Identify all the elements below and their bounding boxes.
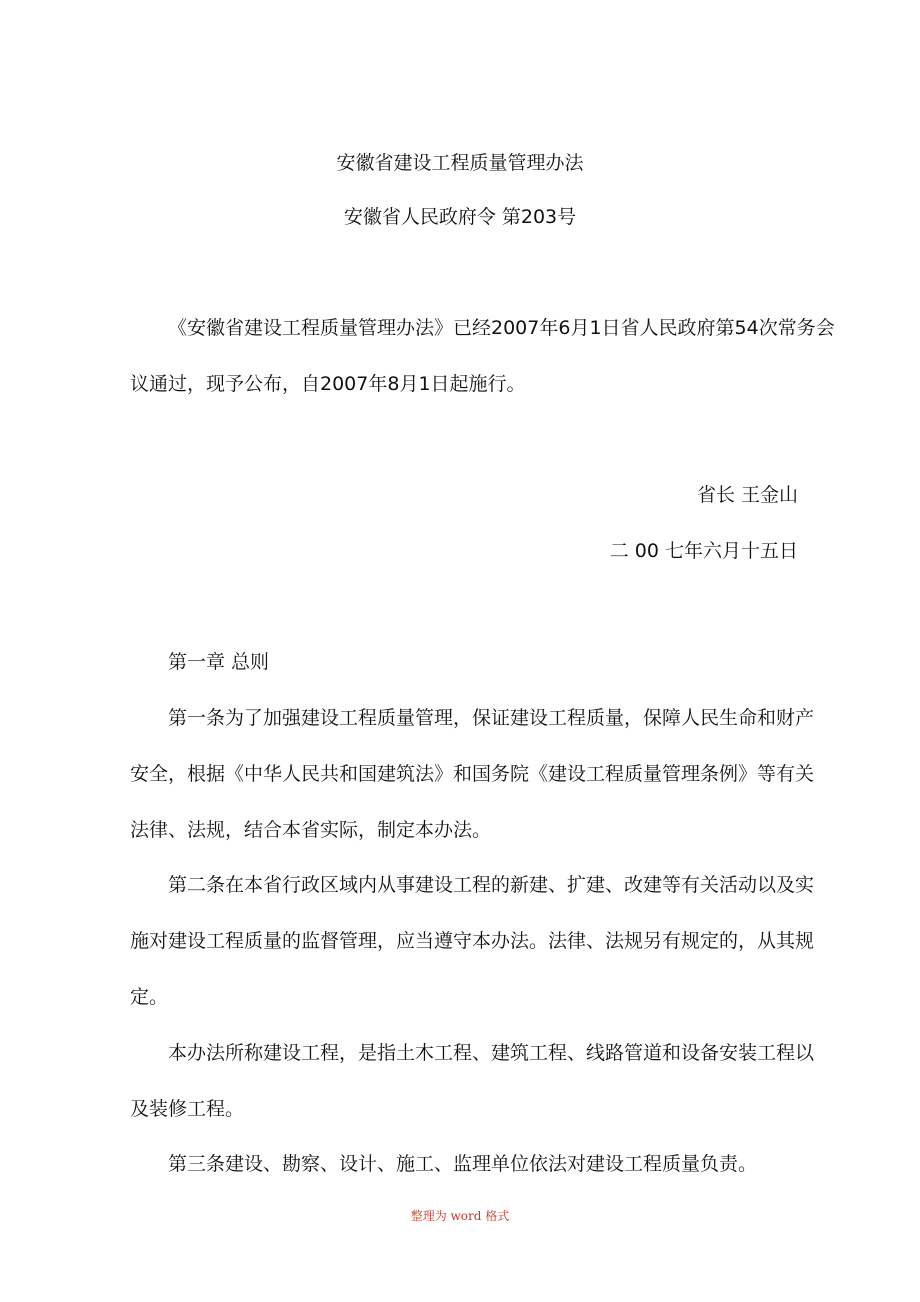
article-line: 施对建设工程质量的监督管理，应当遵守本办法。法律、法规另有规定的，从其规 [130,930,815,952]
preamble-line: 议通过，现予公布，自2007年8月1日起施行。 [130,373,526,395]
article-line: 本办法所称建设工程，是指土木工程、建筑工程、线路管道和设备安装工程以 [168,1042,815,1064]
article-line: 法律、法规，结合本省实际，制定本办法。 [130,819,492,841]
article-line: 安全，根据《中华人民共和国建筑法》和国务院《建设工程质量管理条例》等有关 [130,763,815,785]
article-line: 第二条在本省行政区域内从事建设工程的新建、扩建、改建等有关活动以及实 [168,874,815,896]
article-line: 定。 [130,986,169,1008]
issue-date: 二 00 七年六月十五日 [609,540,798,562]
article-line: 及装修工程。 [130,1098,245,1120]
signature: 省长 王金山 [696,484,798,506]
chapter-heading: 第一章 总则 [168,651,270,673]
article-line: 第一条为了加强建设工程质量管理，保证建设工程质量，保障人民生命和财产 [168,707,815,729]
decree-number: 安徽省人民政府令 第203号 [343,206,577,228]
footer-note: 整理为 word 格式 [410,1209,510,1223]
article-line: 第三条建设、勘察、设计、施工、监理单位依法对建设工程质量负责。 [168,1153,758,1175]
preamble-line: 《安徽省建设工程质量管理办法》已经2007年6月1日省人民政府第54次常务会 [168,317,835,339]
document-title: 安徽省建设工程质量管理办法 [336,152,584,174]
